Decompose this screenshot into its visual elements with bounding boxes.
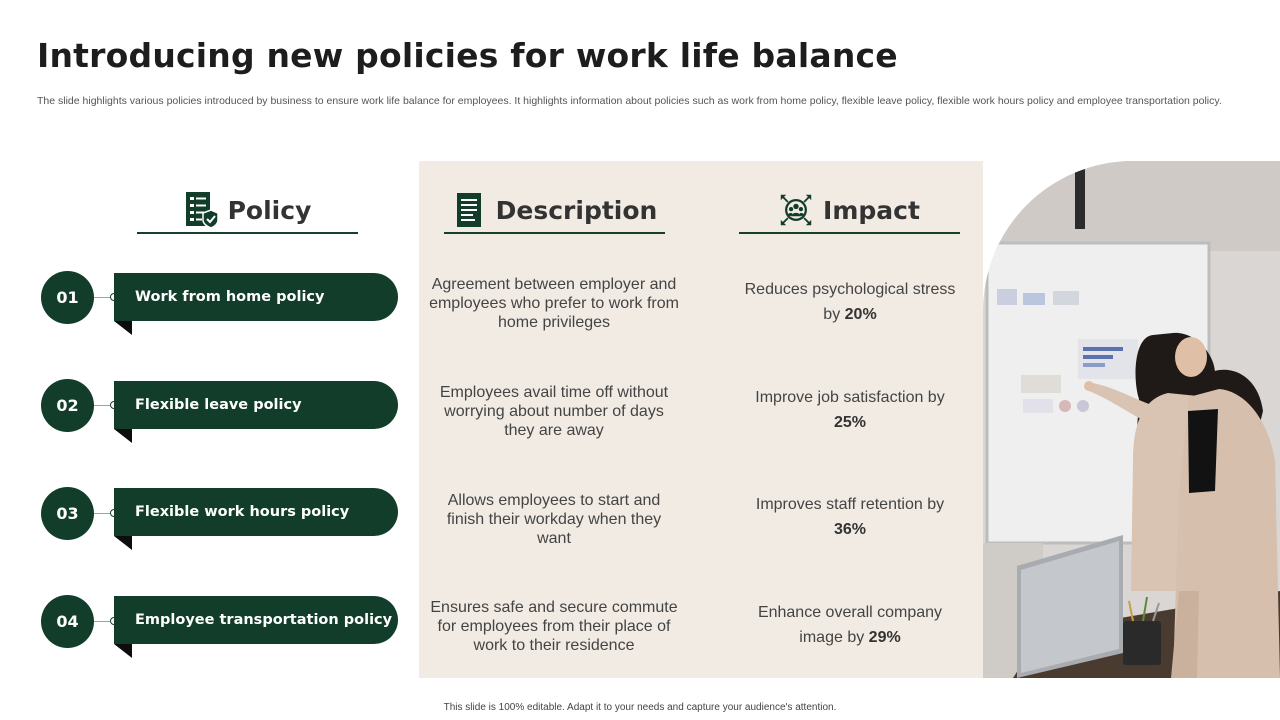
policy-description: Ensures safe and secure commute for employees from their place of work to their residence	[430, 599, 678, 654]
pill-fold	[114, 429, 132, 443]
policy-pill: Flexible work hours policy	[114, 488, 398, 536]
description-column-label: Description	[495, 195, 658, 225]
policy-pill: Employee transportation policy	[114, 596, 398, 644]
impact-value: 20%	[844, 306, 877, 323]
policy-column-header	[137, 188, 358, 234]
team-arrows-icon	[779, 192, 813, 228]
pill-fold	[114, 321, 132, 335]
policy-impact	[740, 492, 960, 542]
impact-value: 36%	[833, 521, 867, 538]
row-number-badge: 04	[41, 595, 94, 648]
row-number-badge: 02	[41, 379, 94, 432]
slide-title: Introducing new policies for work life balance	[37, 36, 898, 75]
slide-subtitle: The slide highlights various policies introduced by business to ensure work life balance for employees. It highlights information about policies such as work from home policy, flexible leave policy, flexible work hours policy and employee transportation policy.	[37, 95, 1222, 107]
impact-text: Improve job satisfaction by	[755, 389, 945, 406]
checklist-shield-icon	[184, 192, 218, 228]
policy-description: Allows employees to start and finish their workday when they want	[446, 492, 662, 547]
row-number-badge: 03	[41, 487, 94, 540]
row-number-badge: 01	[41, 271, 94, 324]
policy-pill: Flexible leave policy	[114, 381, 398, 429]
pill-fold	[114, 536, 132, 550]
impact-column-header	[739, 188, 960, 234]
impact-column-label: Impact	[823, 195, 920, 225]
policy-column-label: Policy	[227, 195, 312, 225]
impact-text: Enhance overall company image by	[757, 604, 943, 646]
policy-impact	[740, 277, 960, 327]
pill-fold	[114, 644, 132, 658]
impact-text: Reduces psychological stress by	[744, 281, 956, 323]
policy-impact	[740, 385, 960, 435]
impact-value: 25%	[833, 414, 867, 431]
document-icon	[452, 192, 486, 228]
impact-value: 29%	[868, 629, 901, 646]
policy-description: Agreement between employer and employees who prefer to work from home privileges	[429, 276, 679, 331]
policy-pill: Work from home policy	[114, 273, 398, 321]
policy-description: Employees avail time off without worrying about number of days they are away	[439, 384, 669, 439]
slide-footer-note: This slide is 100% editable. Adapt it to your needs and capture your audience's attention.	[443, 702, 837, 713]
office-presentation-photo	[983, 161, 1280, 678]
photo-illustration	[983, 161, 1280, 678]
impact-text: Improves staff retention by	[755, 496, 945, 513]
policy-impact	[740, 600, 960, 650]
description-column-header	[444, 188, 665, 234]
